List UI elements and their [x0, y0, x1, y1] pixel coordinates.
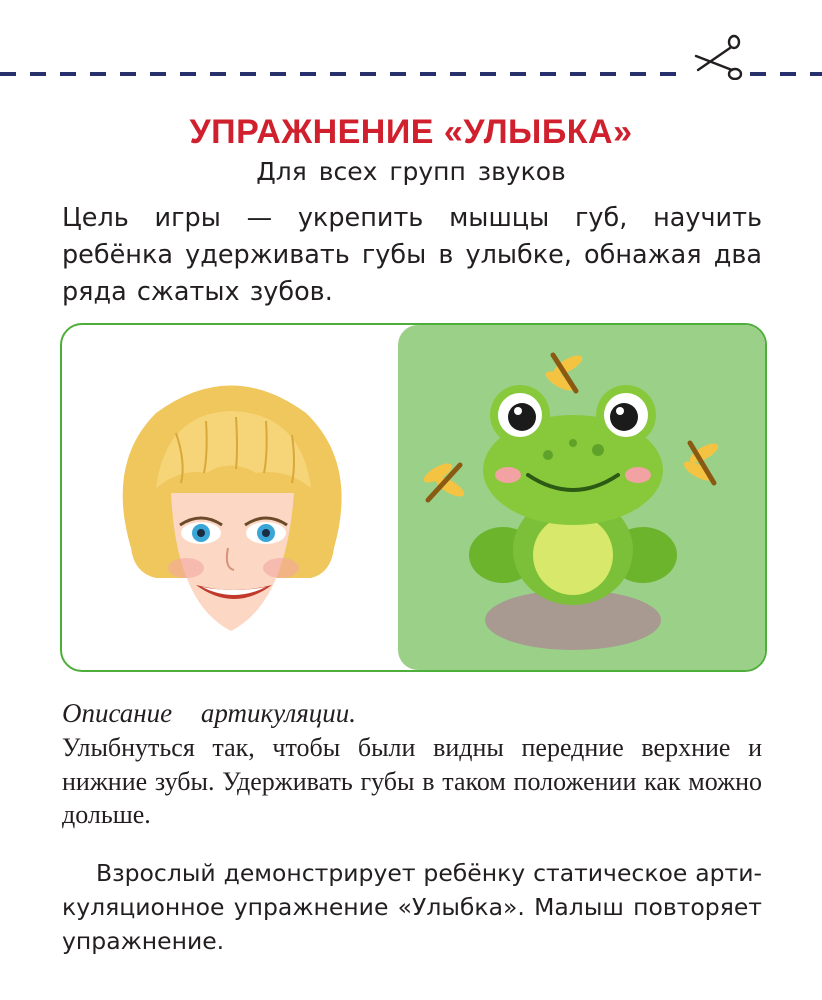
description-text: Улыбнуться так, чтобы были видны передние верхние и нижние зубы. Удерживать губы в таком положении как можно дольше. [62, 733, 762, 829]
scissors-icon [688, 34, 746, 80]
dragonfly-icon [681, 440, 721, 484]
adult-instruction: Взрослый демонстрирует ребёнку статическое артикуляционное упражнение «Улыбка». Малыш повторяет упражнение. [62, 859, 762, 955]
goal-paragraph: Цель игры — укрепить мышцы губ, научить ребёнка удерживать губы в улыбке, обнажая два ряда сжатых зубов. [62, 203, 762, 307]
exercise-subtitle: Для всех групп звуков [256, 157, 566, 186]
dragonfly-icon [421, 460, 467, 500]
description-heading: Описание артикуляции. [62, 698, 357, 728]
exercise-title: УПРАЖНЕНИЕ «УЛЫБКА» [189, 113, 633, 151]
frog-panel [398, 325, 765, 670]
frog-illustration [398, 325, 765, 670]
illustration-frame [60, 323, 767, 672]
smiling-girl-illustration [96, 373, 366, 643]
dragonfly-icon [543, 352, 585, 394]
